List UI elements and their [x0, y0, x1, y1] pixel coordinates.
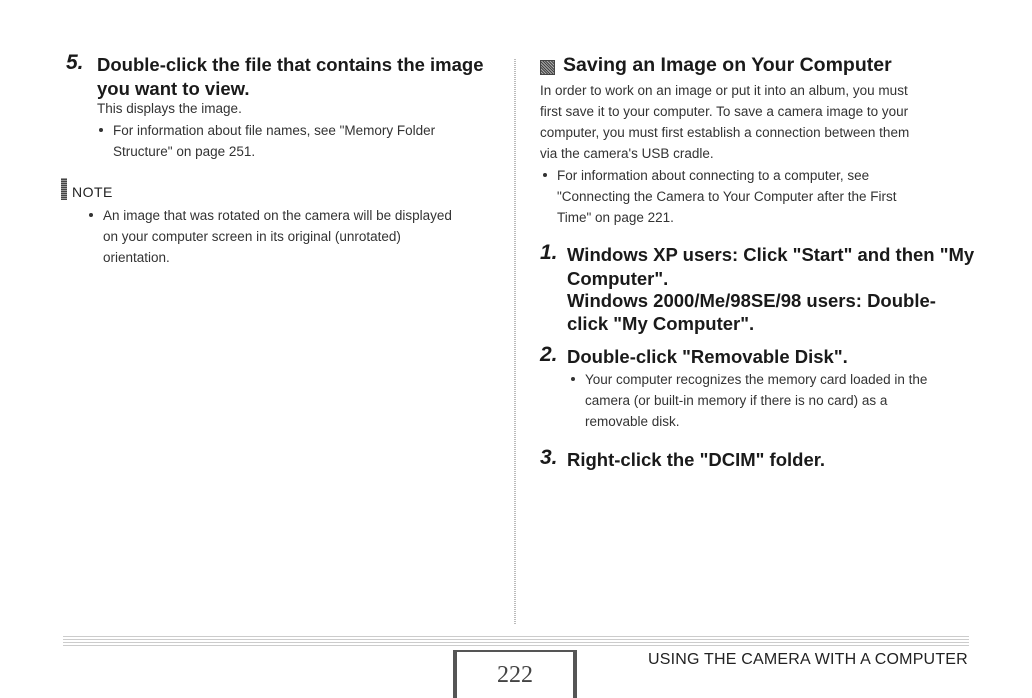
step-3-heading: Right-click the "DCIM" folder.	[567, 449, 826, 470]
column-divider	[514, 58, 516, 624]
intro-line-1: In order to work on an image or put it into an album, you must	[540, 83, 908, 98]
intro-line-2: first save it to your computer. To save a camera image to your	[540, 104, 909, 119]
step-1-line4: click "My Computer".	[567, 313, 755, 334]
intro-bullet-line1: For information about connecting to a computer, see	[557, 168, 870, 183]
note-line2: on your computer screen in its original (unrotated)	[103, 229, 401, 244]
bullet-dot	[99, 128, 103, 132]
note-bullet	[89, 205, 509, 271]
step-2-number: 2.	[540, 343, 558, 366]
step-3-number: 3.	[540, 446, 558, 469]
bullet-dot	[543, 173, 547, 177]
step-1-line3: Windows 2000/Me/98SE/98 users: Double-	[567, 290, 936, 311]
page-number-box	[453, 650, 577, 698]
section-title: Saving an Image on Your Computer	[563, 54, 892, 76]
page-number: 222	[497, 662, 533, 688]
footer-rule	[63, 634, 969, 646]
step-1-line1: Windows XP users: Click "Start" and then "My	[567, 244, 975, 265]
bullet-dot	[89, 213, 93, 217]
step-5-number: 5.	[66, 51, 84, 74]
bullet-dot	[571, 377, 575, 381]
intro-line-4: via the camera's USB cradle.	[540, 146, 714, 161]
step-5-body: This displays the image.	[97, 101, 242, 116]
step-2-bullet-line3: removable disk.	[585, 414, 680, 429]
step-5-heading-line2: you want to view.	[97, 78, 250, 99]
note-label: NOTE	[72, 184, 113, 200]
step-2-bullet-line2: camera (or built-in memory if there is no card) as a	[585, 393, 888, 408]
step-2-heading: Double-click "Removable Disk".	[567, 346, 848, 367]
intro-bullet-line3: Time" on page 221.	[557, 210, 674, 225]
step-5-heading-line1: Double-click the file that contains the image	[97, 54, 484, 75]
chapter-title: USING THE CAMERA WITH A COMPUTER	[648, 651, 968, 668]
step-1-line2: Computer".	[567, 268, 669, 289]
intro-bullet-line2: "Connecting the Camera to Your Computer after the First	[557, 189, 897, 204]
note-line3: orientation.	[103, 250, 170, 265]
step-5-bullet	[99, 120, 499, 164]
intro-bullet	[543, 165, 983, 231]
step-2-bullet-line1: Your computer recognizes the memory card loaded in the	[585, 372, 928, 387]
intro-line-3: computer, you must first establish a connection between them	[540, 125, 910, 140]
section-square-icon	[540, 60, 555, 75]
note-line1: An image that was rotated on the camera will be displayed	[103, 208, 452, 223]
step-2-bullet	[571, 369, 991, 435]
step-1-number: 1.	[540, 241, 558, 264]
step-5-bullet-line2: Structure" on page 251.	[113, 144, 256, 159]
note-marker-icon	[61, 178, 67, 200]
step-5-bullet-line1: For information about file names, see "Memory Folder	[113, 123, 436, 138]
